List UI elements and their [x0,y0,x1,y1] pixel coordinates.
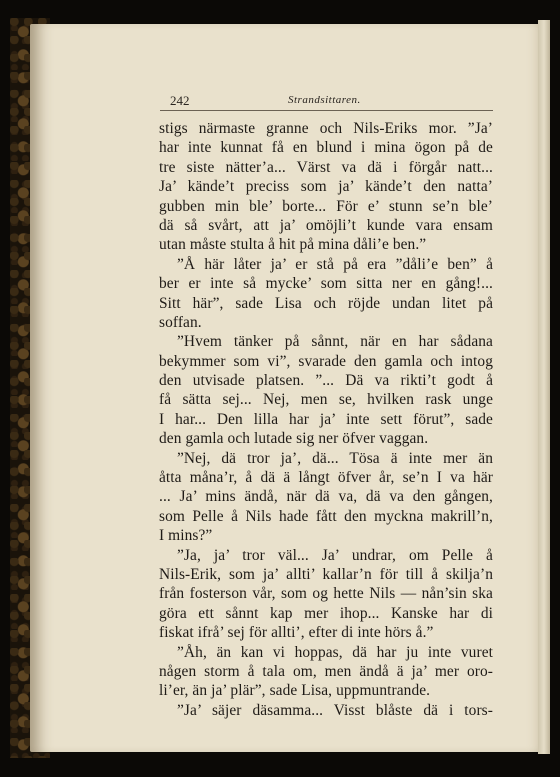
text-line: stigs närmaste granne och Nils-Eriks mor. ”Ja’ [159,120,493,137]
text-line: gubben min ble’ borte... För e’ stunn se’n ble’ [159,197,493,215]
text-line: li’er, än ja’ plär”, sade Lisa, uppmuntrande. [159,682,431,700]
text-line: tre siste nätter’a... Värst va dä i förgår natt... [159,158,493,176]
page-number: 242 [170,93,190,108]
text-line: Sitt här”, sade Lisa och röjde undan litet på [159,294,493,312]
text-line: få sätta sej... Nej, men se, hvilken rask unge [159,391,493,409]
text-line: ”Hvem tänker på sånnt, när en har sådana [177,333,493,351]
text-line: utan måste stulta å hit på mina dåli’e ben.” [159,236,427,254]
text-line: någen storm å tala om, men ändå ä ja’ mer oro- [159,662,493,680]
text-line: som Pelle å Nils hade fått den myckna makrill’n, [159,507,493,525]
page-edges [538,20,550,754]
text-line: ... Ja’ mins ändå, när dä va, dä va den gången, [159,488,493,506]
body-text [159,119,493,720]
text-line: Ja’ kände’t preciss som ja’ kände’t den natta’ [159,178,493,196]
header-rule [160,110,493,111]
text-line: I mins?” [159,527,213,545]
text-line: ”Åh, än kan vi hoppas, dä har ju inte vuret [177,643,493,661]
text-line: från fosterson vår, som og hette Nils — nån’sin ska [159,585,493,603]
text-line: ”Ja, ja’ tror väl... Ja’ undrar, om Pelle å [177,546,493,564]
running-head [138,93,493,111]
text-line: dä så svårt, att ja’ omöjli’t kunde vara ensam [159,216,493,234]
text-line: åtta måna’r, å dä ä långt öfver år, se’n I va här [159,469,493,487]
text-line: I har... Den lilla har ja’ inte sett förut”, sade [159,410,493,428]
text-line: ”Nej, dä tror ja’, dä... Tösa ä inte mer än [177,449,493,467]
text-line: bekymmer som vi”, svarade den gamla och intog [159,352,493,370]
text-line: fiskat ifrå’ sej för allti’, efter di inte hörs å.” [159,624,434,642]
text-line: den utvisade platsen. ”... Dä va rikti’t godt å [159,372,493,390]
text-line: soffan. [159,313,202,331]
text-line: ”Ja’ säjer däsamma... Visst blåste dä i tors- [177,701,493,719]
running-title: Strandsittaren. [288,94,361,106]
text-line: har inte kunnat få en blund i mina ögon på de [159,139,493,157]
text-line: ber er inte så mycke’ som sitta ner en gång!... [159,275,493,293]
text-line: Nils-Erik, som ja’ allti’ kallar’n för till å skilja’n [159,565,493,583]
text-line: den gamla och lutade sig ner öfver vaggan. [159,430,429,448]
text-line: göra ett sånnt kap mer ihop... Kanske har di [159,604,493,622]
text-line: ”Å här låter ja’ er stå på era ”dåli’e ben” å [177,255,493,273]
